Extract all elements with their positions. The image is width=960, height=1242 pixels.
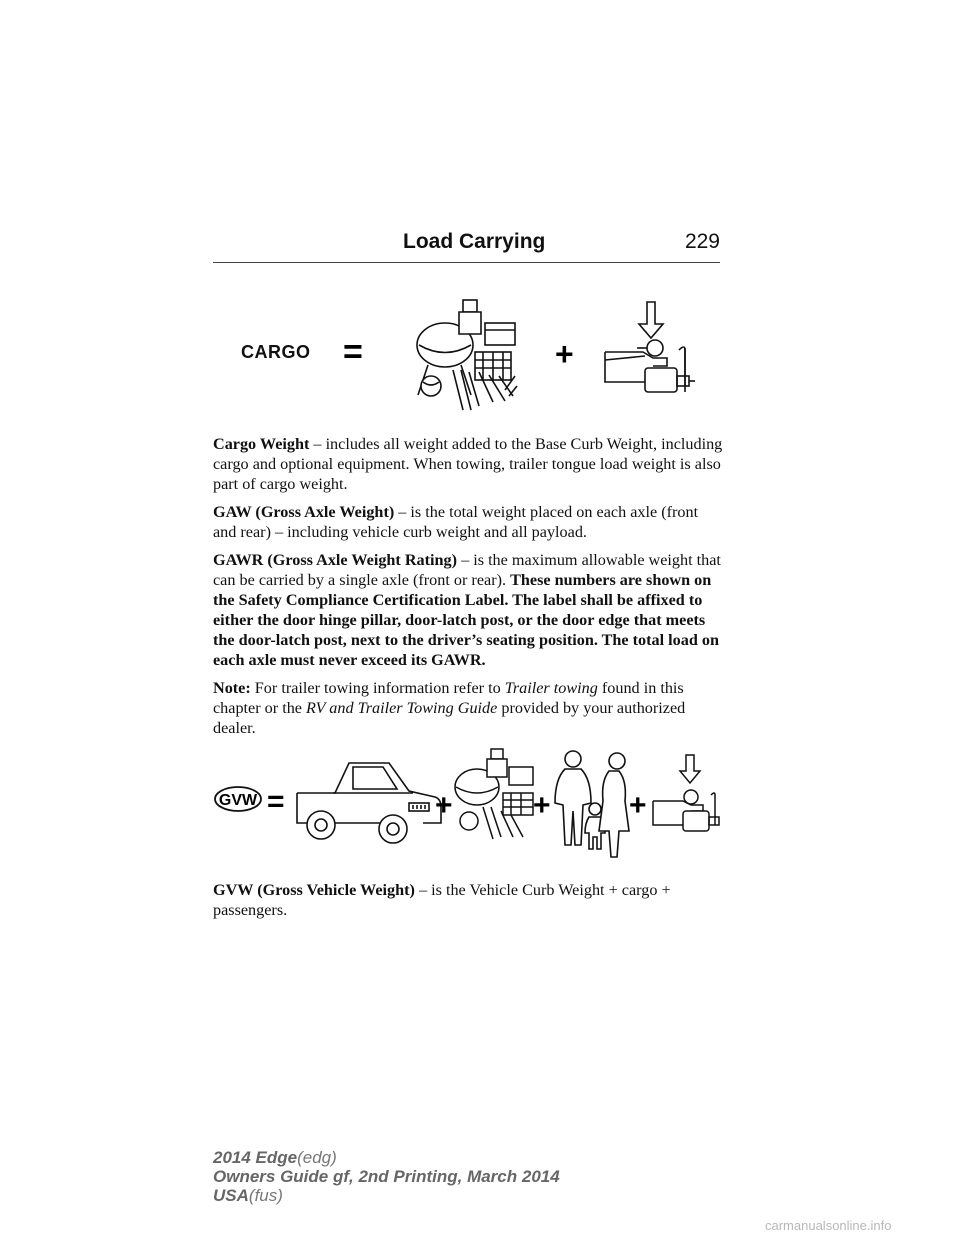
- gvw-badge: [215, 787, 261, 811]
- note-ref-towing-guide: RV and Trailer Towing Guide: [306, 699, 498, 717]
- gvw-text: – is the Vehicle Curb Weight + cargo + passengers.: [213, 881, 671, 919]
- trailer-tongue-icon: [653, 755, 719, 831]
- cargo-illustration: [213, 290, 720, 415]
- page-number: 229: [684, 230, 720, 253]
- note-text-1: For trailer towing information refer to: [250, 679, 505, 697]
- plus-sign: +: [555, 336, 574, 372]
- plus-sign: +: [435, 789, 453, 822]
- gawr-paragraph: [213, 550, 723, 670]
- gawr-term: GAWR (Gross Axle Weight Rating): [213, 551, 458, 569]
- plus-sign: +: [629, 789, 647, 822]
- gawr-text: – is the maximum allowable weight that can be carried by a single axle (front or rear).: [213, 551, 721, 589]
- equals-sign: =: [267, 785, 285, 818]
- pickup-truck-icon: [297, 763, 441, 843]
- note-text-3: provided by your authorized dealer.: [213, 699, 686, 737]
- footer-market: USA: [213, 1186, 249, 1205]
- gaw-text: – is the total weight placed on each axle (front and rear) – including vehicle curb weight and all payload.: [213, 503, 699, 541]
- footer-market-code: (fus): [248, 1186, 283, 1205]
- note-paragraph: [213, 678, 723, 738]
- gvw-figure: [213, 745, 723, 860]
- gvw-label: GVW: [218, 792, 258, 809]
- gawr-bold-text: These numbers are shown on the Safety Compliance Certification Label. The label shall be affixed to either the door hinge pillar, door-latch post, or the door edge that meets the door-latch post, next to the driver’s seating position. The total load on each axle must never exceed its GAWR.: [213, 571, 720, 669]
- section-title: Load Carrying: [403, 230, 546, 253]
- gvw-term: GVW (Gross Vehicle Weight): [213, 881, 415, 899]
- gaw-term: GAW (Gross Axle Weight): [213, 503, 395, 521]
- watermark: carmanualsonline.info: [765, 1218, 892, 1233]
- passengers-icon: [555, 751, 629, 857]
- footer-model-code: (edg): [297, 1148, 337, 1167]
- definitions-text: [213, 434, 723, 746]
- cargo-items-icon: [455, 749, 533, 839]
- note-text-2: found in this chapter or the: [213, 679, 684, 717]
- gvw-definition: [213, 880, 723, 920]
- page-footer: [213, 1148, 560, 1205]
- footer-line-2: Owners Guide gf, 2nd Printing, March 2014: [213, 1167, 560, 1186]
- cargo-weight-term: Cargo Weight: [213, 435, 310, 453]
- cargo-items-icon: [417, 300, 517, 410]
- footer-line-1: [213, 1148, 560, 1167]
- gvw-illustration: [213, 745, 723, 860]
- page-header: [213, 228, 720, 263]
- equals-sign: =: [343, 333, 363, 371]
- note-ref-trailer-towing: Trailer towing: [504, 679, 598, 697]
- cargo-figure: [213, 290, 720, 415]
- trailer-tongue-icon: [605, 302, 695, 392]
- cargo-weight-paragraph: [213, 434, 723, 494]
- footer-model: 2014 Edge: [213, 1148, 298, 1167]
- cargo-label: CARGO: [241, 342, 311, 362]
- footer-line-3: [213, 1186, 560, 1205]
- gvw-paragraph: [213, 880, 723, 920]
- gaw-paragraph: [213, 502, 723, 542]
- plus-sign: +: [533, 789, 551, 822]
- cargo-weight-text: – includes all weight added to the Base Curb Weight, including cargo and optional equipment. When towing, trailer tongue load weight is also part of cargo weight.: [213, 435, 723, 493]
- note-term: Note:: [213, 679, 251, 697]
